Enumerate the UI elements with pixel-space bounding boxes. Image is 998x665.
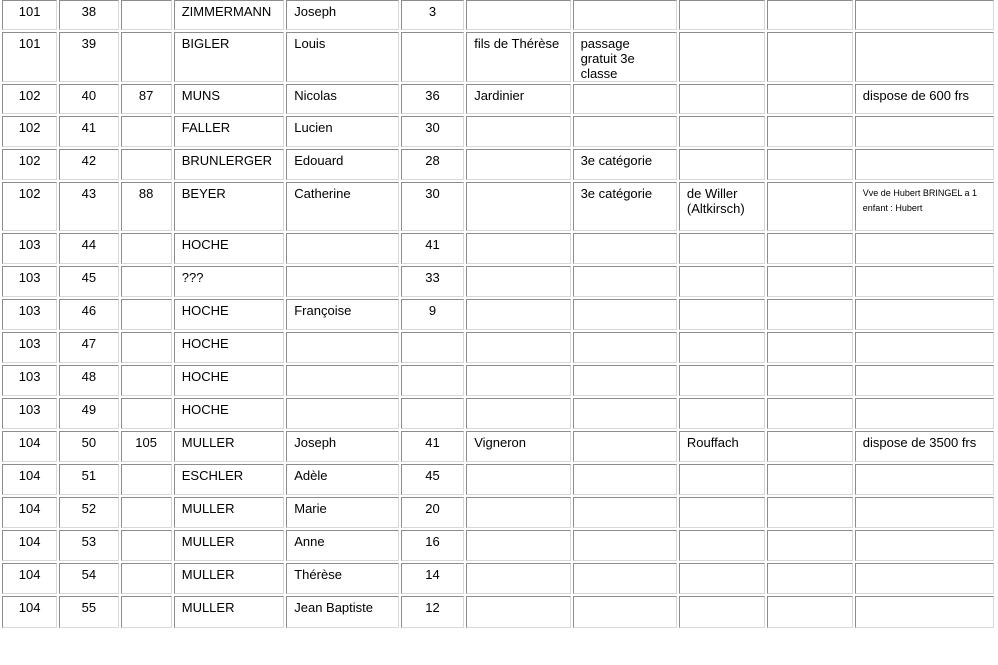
cell-family-number	[121, 497, 172, 528]
cell-surname: ???	[174, 266, 285, 297]
cell-passenger-number: 46	[59, 299, 118, 330]
table-row	[2, 0, 994, 30]
cell-origin	[679, 32, 765, 82]
cell-extra	[767, 596, 853, 628]
cell-origin	[679, 116, 765, 147]
cell-origin	[679, 596, 765, 628]
cell-list-number: 104	[2, 563, 57, 594]
cell-surname: MUNS	[174, 84, 285, 114]
cell-surname: MULLER	[174, 563, 285, 594]
cell-list-number: 103	[2, 233, 57, 264]
cell-remark	[855, 365, 994, 396]
cell-origin	[679, 299, 765, 330]
table-row	[2, 233, 994, 264]
cell-age: 41	[401, 233, 464, 264]
cell-remark	[855, 0, 994, 30]
cell-age	[401, 332, 464, 363]
cell-remark	[855, 332, 994, 363]
cell-extra	[767, 497, 853, 528]
cell-passenger-number: 41	[59, 116, 118, 147]
cell-extra	[767, 149, 853, 180]
cell-age: 14	[401, 563, 464, 594]
cell-age: 33	[401, 266, 464, 297]
cell-note	[573, 464, 677, 495]
cell-occupation	[466, 497, 570, 528]
cell-list-number: 103	[2, 299, 57, 330]
cell-first-name: Louis	[286, 32, 399, 82]
cell-remark	[855, 464, 994, 495]
cell-first-name	[286, 233, 399, 264]
cell-list-number: 102	[2, 149, 57, 180]
cell-surname: HOCHE	[174, 398, 285, 429]
cell-first-name	[286, 266, 399, 297]
cell-first-name: Edouard	[286, 149, 399, 180]
cell-surname: HOCHE	[174, 299, 285, 330]
cell-first-name: Adèle	[286, 464, 399, 495]
cell-list-number: 104	[2, 596, 57, 628]
cell-family-number	[121, 332, 172, 363]
cell-family-number	[121, 563, 172, 594]
table-row	[2, 266, 994, 297]
cell-note: 3e catégorie	[573, 182, 677, 231]
cell-note	[573, 233, 677, 264]
cell-remark	[855, 497, 994, 528]
cell-extra	[767, 0, 853, 30]
cell-occupation: Vigneron	[466, 431, 570, 462]
cell-passenger-number: 55	[59, 596, 118, 628]
cell-extra	[767, 233, 853, 264]
cell-age: 36	[401, 84, 464, 114]
cell-family-number	[121, 365, 172, 396]
cell-occupation	[466, 266, 570, 297]
cell-surname: ZIMMERMANN	[174, 0, 285, 30]
table-row	[2, 596, 994, 628]
cell-passenger-number: 47	[59, 332, 118, 363]
cell-surname: ESCHLER	[174, 464, 285, 495]
cell-passenger-number: 54	[59, 563, 118, 594]
cell-origin	[679, 233, 765, 264]
cell-note: 3e catégorie	[573, 149, 677, 180]
table-row	[2, 464, 994, 495]
cell-occupation	[466, 149, 570, 180]
cell-age: 20	[401, 497, 464, 528]
cell-origin	[679, 84, 765, 114]
cell-family-number	[121, 530, 172, 561]
cell-family-number: 105	[121, 431, 172, 462]
cell-extra	[767, 398, 853, 429]
cell-list-number: 104	[2, 497, 57, 528]
cell-note	[573, 116, 677, 147]
cell-family-number	[121, 266, 172, 297]
cell-occupation	[466, 596, 570, 628]
table-row	[2, 431, 994, 462]
cell-first-name: Marie	[286, 497, 399, 528]
cell-family-number	[121, 0, 172, 30]
cell-first-name: Françoise	[286, 299, 399, 330]
cell-remark	[855, 398, 994, 429]
table-row	[2, 563, 994, 594]
table-body	[2, 0, 994, 628]
cell-extra	[767, 530, 853, 561]
cell-passenger-number: 42	[59, 149, 118, 180]
cell-note	[573, 596, 677, 628]
cell-origin	[679, 563, 765, 594]
cell-occupation	[466, 398, 570, 429]
cell-extra	[767, 332, 853, 363]
cell-passenger-number: 45	[59, 266, 118, 297]
cell-remark: Vve de Hubert BRINGEL a 1 enfant : Hubert	[855, 182, 994, 231]
cell-passenger-number: 52	[59, 497, 118, 528]
cell-surname: MULLER	[174, 530, 285, 561]
cell-extra	[767, 266, 853, 297]
cell-passenger-number: 40	[59, 84, 118, 114]
cell-occupation	[466, 0, 570, 30]
cell-origin	[679, 464, 765, 495]
cell-age: 45	[401, 464, 464, 495]
cell-first-name: Jean Baptiste	[286, 596, 399, 628]
cell-extra	[767, 116, 853, 147]
cell-passenger-number: 51	[59, 464, 118, 495]
cell-note	[573, 266, 677, 297]
table-row	[2, 149, 994, 180]
cell-passenger-number: 39	[59, 32, 118, 82]
cell-first-name: Nicolas	[286, 84, 399, 114]
cell-note	[573, 365, 677, 396]
cell-occupation	[466, 116, 570, 147]
cell-list-number: 102	[2, 84, 57, 114]
cell-family-number	[121, 149, 172, 180]
cell-extra	[767, 431, 853, 462]
cell-family-number: 87	[121, 84, 172, 114]
cell-remark	[855, 530, 994, 561]
cell-remark	[855, 563, 994, 594]
cell-note	[573, 332, 677, 363]
cell-surname: MULLER	[174, 431, 285, 462]
cell-note	[573, 431, 677, 462]
table-row	[2, 182, 994, 231]
cell-extra	[767, 84, 853, 114]
cell-origin	[679, 0, 765, 30]
cell-surname: BIGLER	[174, 32, 285, 82]
table-row	[2, 84, 994, 114]
cell-extra	[767, 182, 853, 231]
cell-occupation	[466, 530, 570, 561]
cell-note	[573, 530, 677, 561]
cell-list-number: 103	[2, 266, 57, 297]
cell-occupation	[466, 332, 570, 363]
cell-remark	[855, 149, 994, 180]
cell-remark: dispose de 600 frs	[855, 84, 994, 114]
cell-list-number: 104	[2, 464, 57, 495]
cell-surname: FALLER	[174, 116, 285, 147]
cell-passenger-number: 50	[59, 431, 118, 462]
cell-first-name	[286, 332, 399, 363]
cell-family-number	[121, 32, 172, 82]
cell-passenger-number: 44	[59, 233, 118, 264]
cell-list-number: 102	[2, 116, 57, 147]
cell-family-number	[121, 464, 172, 495]
cell-passenger-number: 43	[59, 182, 118, 231]
cell-list-number: 101	[2, 32, 57, 82]
cell-occupation	[466, 563, 570, 594]
cell-origin	[679, 332, 765, 363]
table-row	[2, 398, 994, 429]
cell-extra	[767, 365, 853, 396]
cell-list-number: 104	[2, 431, 57, 462]
cell-origin	[679, 365, 765, 396]
cell-remark	[855, 233, 994, 264]
cell-age: 12	[401, 596, 464, 628]
cell-age	[401, 365, 464, 396]
cell-age	[401, 32, 464, 82]
cell-origin: Rouffach	[679, 431, 765, 462]
cell-occupation	[466, 299, 570, 330]
cell-list-number: 103	[2, 398, 57, 429]
cell-family-number	[121, 398, 172, 429]
cell-first-name: Thérèse	[286, 563, 399, 594]
cell-note	[573, 497, 677, 528]
cell-extra	[767, 299, 853, 330]
cell-list-number: 102	[2, 182, 57, 231]
cell-occupation	[466, 365, 570, 396]
cell-occupation	[466, 464, 570, 495]
cell-origin	[679, 266, 765, 297]
cell-remark	[855, 116, 994, 147]
cell-first-name	[286, 398, 399, 429]
cell-age: 16	[401, 530, 464, 561]
cell-remark	[855, 299, 994, 330]
cell-family-number	[121, 596, 172, 628]
cell-note: passage gratuit 3e classe	[573, 32, 677, 82]
cell-family-number	[121, 116, 172, 147]
cell-note	[573, 0, 677, 30]
cell-origin: de Willer (Altkirsch)	[679, 182, 765, 231]
cell-remark	[855, 596, 994, 628]
cell-age: 41	[401, 431, 464, 462]
cell-extra	[767, 464, 853, 495]
cell-occupation	[466, 182, 570, 231]
cell-passenger-number: 48	[59, 365, 118, 396]
cell-surname: HOCHE	[174, 365, 285, 396]
cell-age	[401, 398, 464, 429]
cell-passenger-number: 53	[59, 530, 118, 561]
cell-passenger-number: 49	[59, 398, 118, 429]
cell-passenger-number: 38	[59, 0, 118, 30]
cell-surname: MULLER	[174, 596, 285, 628]
cell-family-number: 88	[121, 182, 172, 231]
cell-first-name: Lucien	[286, 116, 399, 147]
table-row	[2, 530, 994, 561]
cell-note	[573, 299, 677, 330]
cell-remark	[855, 266, 994, 297]
table-row	[2, 497, 994, 528]
table-row	[2, 365, 994, 396]
cell-age: 30	[401, 116, 464, 147]
cell-extra	[767, 32, 853, 82]
cell-origin	[679, 398, 765, 429]
cell-first-name: Catherine	[286, 182, 399, 231]
cell-list-number: 103	[2, 332, 57, 363]
cell-family-number	[121, 299, 172, 330]
cell-list-number: 104	[2, 530, 57, 561]
cell-occupation	[466, 233, 570, 264]
cell-remark	[855, 32, 994, 82]
cell-age: 3	[401, 0, 464, 30]
cell-age: 28	[401, 149, 464, 180]
cell-occupation: fils de Thérèse	[466, 32, 570, 82]
cell-list-number: 103	[2, 365, 57, 396]
table-row	[2, 32, 994, 82]
cell-first-name: Joseph	[286, 431, 399, 462]
cell-surname: BEYER	[174, 182, 285, 231]
cell-note	[573, 563, 677, 594]
cell-list-number: 101	[2, 0, 57, 30]
cell-note	[573, 84, 677, 114]
cell-remark: dispose de 3500 frs	[855, 431, 994, 462]
table-row	[2, 116, 994, 147]
cell-first-name	[286, 365, 399, 396]
cell-origin	[679, 149, 765, 180]
cell-occupation: Jardinier	[466, 84, 570, 114]
cell-extra	[767, 563, 853, 594]
cell-origin	[679, 497, 765, 528]
cell-age: 9	[401, 299, 464, 330]
table-row	[2, 332, 994, 363]
cell-note	[573, 398, 677, 429]
cell-surname: HOCHE	[174, 233, 285, 264]
table-row	[2, 299, 994, 330]
cell-surname: BRUNLERGER	[174, 149, 285, 180]
cell-origin	[679, 530, 765, 561]
cell-family-number	[121, 233, 172, 264]
cell-surname: MULLER	[174, 497, 285, 528]
cell-first-name: Anne	[286, 530, 399, 561]
cell-first-name: Joseph	[286, 0, 399, 30]
cell-age: 30	[401, 182, 464, 231]
cell-surname: HOCHE	[174, 332, 285, 363]
